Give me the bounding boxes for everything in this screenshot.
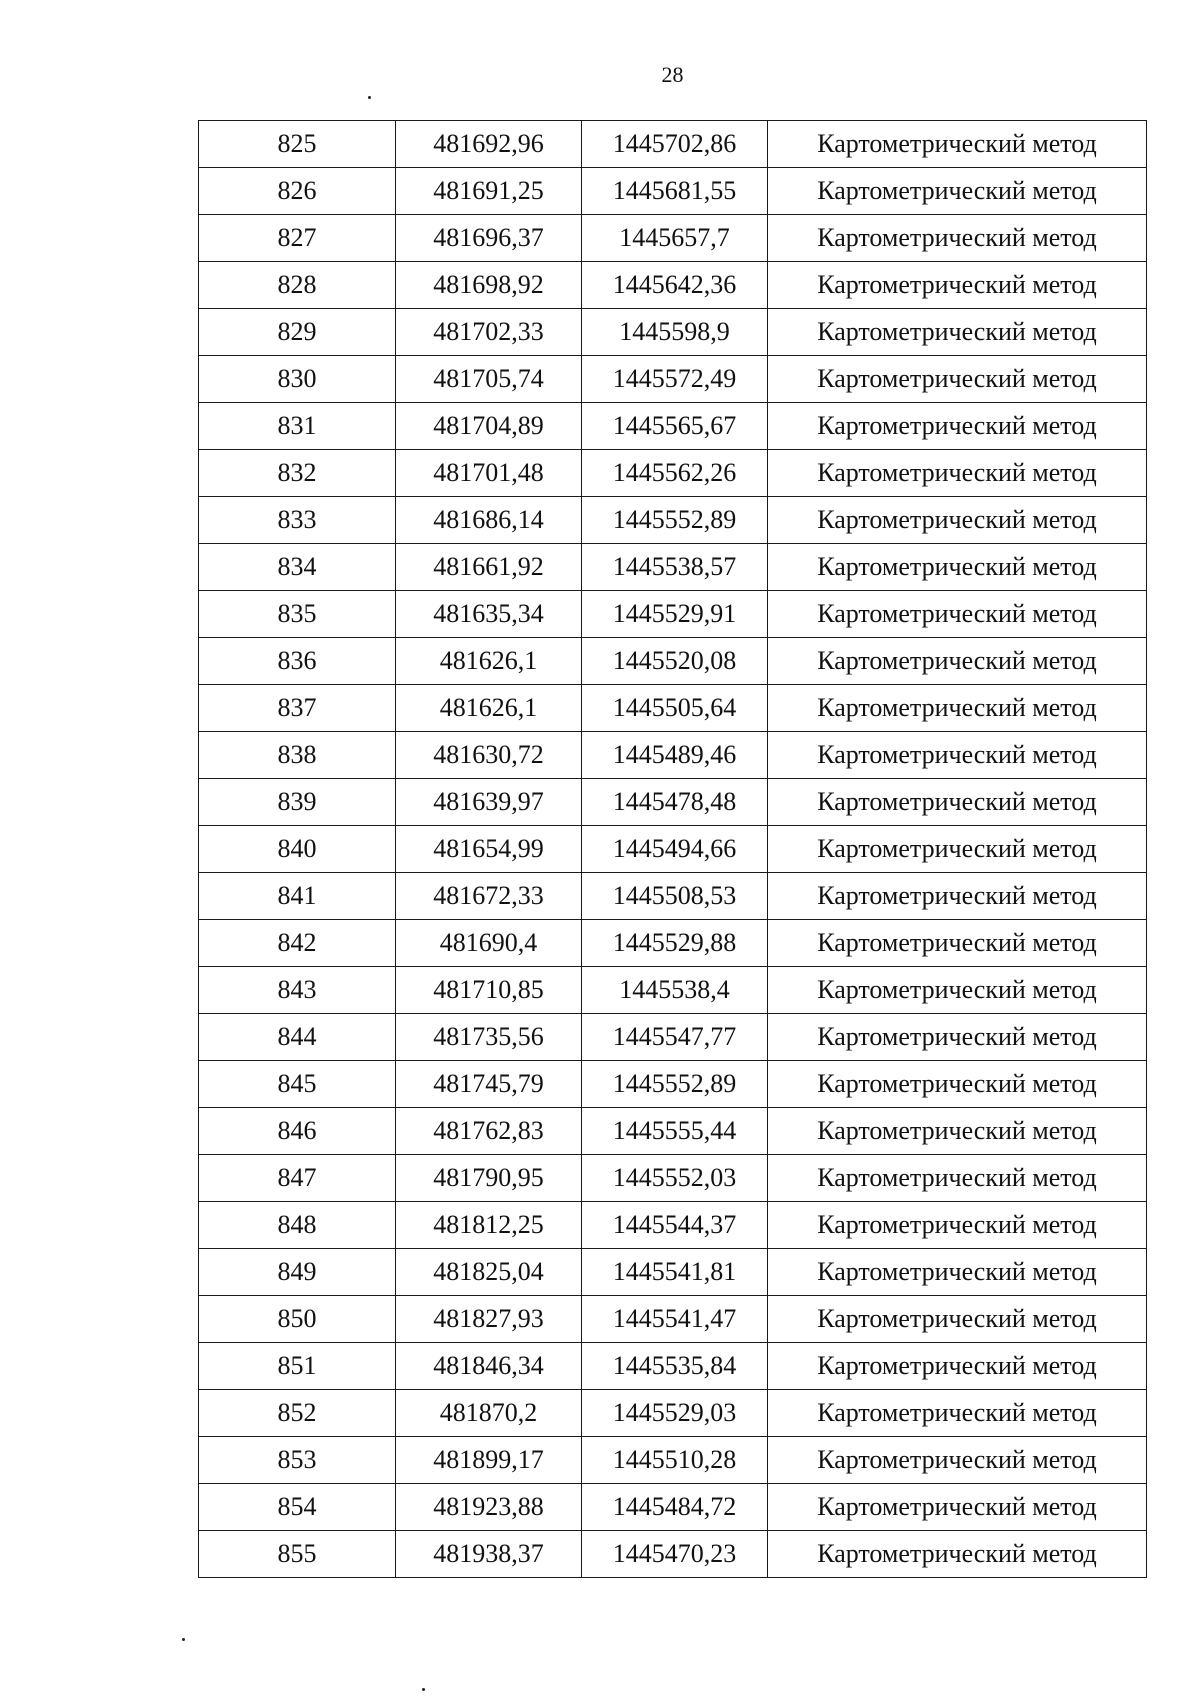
- x-coordinate-cell: 481870,2: [396, 1390, 582, 1437]
- method-cell: Картометрический метод: [768, 544, 1147, 591]
- coordinates-table: [198, 120, 1147, 1578]
- table-row: [199, 1390, 1147, 1437]
- y-coordinate-cell: 1445494,66: [582, 826, 768, 873]
- y-coordinate-cell: 1445510,28: [582, 1437, 768, 1484]
- x-coordinate-cell: 481745,79: [396, 1061, 582, 1108]
- point-number-cell: 831: [199, 403, 396, 450]
- x-coordinate-cell: 481710,85: [396, 967, 582, 1014]
- table-row: [199, 638, 1147, 685]
- method-cell: Картометрический метод: [768, 638, 1147, 685]
- point-number-cell: 830: [199, 356, 396, 403]
- x-coordinate-cell: 481661,92: [396, 544, 582, 591]
- method-cell: Картометрический метод: [768, 1531, 1147, 1578]
- y-coordinate-cell: 1445562,26: [582, 450, 768, 497]
- method-cell: Картометрический метод: [768, 1014, 1147, 1061]
- table-row: [199, 873, 1147, 920]
- method-cell: Картометрический метод: [768, 920, 1147, 967]
- x-coordinate-cell: 481696,37: [396, 215, 582, 262]
- table-row: [199, 262, 1147, 309]
- table-row: [199, 450, 1147, 497]
- table-row: [199, 1531, 1147, 1578]
- y-coordinate-cell: 1445529,91: [582, 591, 768, 638]
- method-cell: Картометрический метод: [768, 1390, 1147, 1437]
- point-number-cell: 835: [199, 591, 396, 638]
- x-coordinate-cell: 481690,4: [396, 920, 582, 967]
- method-cell: Картометрический метод: [768, 403, 1147, 450]
- table-row: [199, 1061, 1147, 1108]
- table-row: [199, 403, 1147, 450]
- table-row: [199, 591, 1147, 638]
- point-number-cell: 834: [199, 544, 396, 591]
- x-coordinate-cell: 481705,74: [396, 356, 582, 403]
- y-coordinate-cell: 1445681,55: [582, 168, 768, 215]
- table-row: [199, 1484, 1147, 1531]
- table-row: [199, 168, 1147, 215]
- y-coordinate-cell: 1445535,84: [582, 1343, 768, 1390]
- method-cell: Картометрический метод: [768, 1484, 1147, 1531]
- point-number-cell: 854: [199, 1484, 396, 1531]
- method-cell: Картометрический метод: [768, 121, 1147, 168]
- y-coordinate-cell: 1445598,9: [582, 309, 768, 356]
- method-cell: Картометрический метод: [768, 168, 1147, 215]
- y-coordinate-cell: 1445505,64: [582, 685, 768, 732]
- point-number-cell: 825: [199, 121, 396, 168]
- point-number-cell: 842: [199, 920, 396, 967]
- y-coordinate-cell: 1445657,7: [582, 215, 768, 262]
- method-cell: Картометрический метод: [768, 1155, 1147, 1202]
- y-coordinate-cell: 1445541,47: [582, 1296, 768, 1343]
- table-row: [199, 1437, 1147, 1484]
- y-coordinate-cell: 1445478,48: [582, 779, 768, 826]
- point-number-cell: 844: [199, 1014, 396, 1061]
- coordinates-table-body: [199, 121, 1147, 1578]
- table-row: [199, 1343, 1147, 1390]
- page-number: 28: [661, 62, 684, 87]
- point-number-cell: 841: [199, 873, 396, 920]
- x-coordinate-cell: 481827,93: [396, 1296, 582, 1343]
- point-number-cell: 840: [199, 826, 396, 873]
- table-row: [199, 1155, 1147, 1202]
- method-cell: Картометрический метод: [768, 873, 1147, 920]
- table-row: [199, 732, 1147, 779]
- point-number-cell: 848: [199, 1202, 396, 1249]
- x-coordinate-cell: 481691,25: [396, 168, 582, 215]
- point-number-cell: 832: [199, 450, 396, 497]
- scan-speck: [368, 96, 371, 99]
- table-row: [199, 497, 1147, 544]
- y-coordinate-cell: 1445552,89: [582, 497, 768, 544]
- method-cell: Картометрический метод: [768, 685, 1147, 732]
- x-coordinate-cell: 481702,33: [396, 309, 582, 356]
- table-row: [199, 544, 1147, 591]
- table-row: [199, 1108, 1147, 1155]
- method-cell: Картометрический метод: [768, 1108, 1147, 1155]
- table-row: [199, 826, 1147, 873]
- method-cell: Картометрический метод: [768, 1061, 1147, 1108]
- point-number-cell: 852: [199, 1390, 396, 1437]
- point-number-cell: 853: [199, 1437, 396, 1484]
- y-coordinate-cell: 1445555,44: [582, 1108, 768, 1155]
- point-number-cell: 827: [199, 215, 396, 262]
- x-coordinate-cell: 481762,83: [396, 1108, 582, 1155]
- y-coordinate-cell: 1445489,46: [582, 732, 768, 779]
- x-coordinate-cell: 481635,34: [396, 591, 582, 638]
- table-row: [199, 1014, 1147, 1061]
- y-coordinate-cell: 1445565,67: [582, 403, 768, 450]
- method-cell: Картометрический метод: [768, 356, 1147, 403]
- table-row: [199, 356, 1147, 403]
- x-coordinate-cell: 481704,89: [396, 403, 582, 450]
- y-coordinate-cell: 1445552,03: [582, 1155, 768, 1202]
- x-coordinate-cell: 481701,48: [396, 450, 582, 497]
- table-row: [199, 309, 1147, 356]
- x-coordinate-cell: 481692,96: [396, 121, 582, 168]
- x-coordinate-cell: 481626,1: [396, 638, 582, 685]
- method-cell: Картометрический метод: [768, 1249, 1147, 1296]
- point-number-cell: 849: [199, 1249, 396, 1296]
- y-coordinate-cell: 1445642,36: [582, 262, 768, 309]
- method-cell: Картометрический метод: [768, 262, 1147, 309]
- y-coordinate-cell: 1445529,03: [582, 1390, 768, 1437]
- x-coordinate-cell: 481654,99: [396, 826, 582, 873]
- method-cell: Картометрический метод: [768, 1437, 1147, 1484]
- table-row: [199, 920, 1147, 967]
- point-number-cell: 836: [199, 638, 396, 685]
- y-coordinate-cell: 1445538,57: [582, 544, 768, 591]
- y-coordinate-cell: 1445552,89: [582, 1061, 768, 1108]
- table-row: [199, 1249, 1147, 1296]
- method-cell: Картометрический метод: [768, 732, 1147, 779]
- x-coordinate-cell: 481899,17: [396, 1437, 582, 1484]
- point-number-cell: 843: [199, 967, 396, 1014]
- table-row: [199, 685, 1147, 732]
- method-cell: Картометрический метод: [768, 309, 1147, 356]
- point-number-cell: 829: [199, 309, 396, 356]
- point-number-cell: 845: [199, 1061, 396, 1108]
- table-row: [199, 967, 1147, 1014]
- point-number-cell: 837: [199, 685, 396, 732]
- y-coordinate-cell: 1445484,72: [582, 1484, 768, 1531]
- point-number-cell: 846: [199, 1108, 396, 1155]
- x-coordinate-cell: 481626,1: [396, 685, 582, 732]
- table-row: [199, 779, 1147, 826]
- method-cell: Картометрический метод: [768, 215, 1147, 262]
- x-coordinate-cell: 481639,97: [396, 779, 582, 826]
- table-row: [199, 1296, 1147, 1343]
- point-number-cell: 851: [199, 1343, 396, 1390]
- x-coordinate-cell: 481938,37: [396, 1531, 582, 1578]
- x-coordinate-cell: 481846,34: [396, 1343, 582, 1390]
- y-coordinate-cell: 1445572,49: [582, 356, 768, 403]
- method-cell: Картометрический метод: [768, 450, 1147, 497]
- point-number-cell: 826: [199, 168, 396, 215]
- method-cell: Картометрический метод: [768, 497, 1147, 544]
- x-coordinate-cell: 481923,88: [396, 1484, 582, 1531]
- y-coordinate-cell: 1445470,23: [582, 1531, 768, 1578]
- point-number-cell: 839: [199, 779, 396, 826]
- table-row: [199, 121, 1147, 168]
- point-number-cell: 833: [199, 497, 396, 544]
- x-coordinate-cell: 481812,25: [396, 1202, 582, 1249]
- method-cell: Картометрический метод: [768, 967, 1147, 1014]
- x-coordinate-cell: 481672,33: [396, 873, 582, 920]
- table-row: [199, 215, 1147, 262]
- table-row: [199, 1202, 1147, 1249]
- x-coordinate-cell: 481790,95: [396, 1155, 582, 1202]
- method-cell: Картометрический метод: [768, 779, 1147, 826]
- method-cell: Картометрический метод: [768, 591, 1147, 638]
- method-cell: Картометрический метод: [768, 1202, 1147, 1249]
- point-number-cell: 847: [199, 1155, 396, 1202]
- scan-speck: [422, 1688, 425, 1691]
- x-coordinate-cell: 481698,92: [396, 262, 582, 309]
- x-coordinate-cell: 481630,72: [396, 732, 582, 779]
- point-number-cell: 855: [199, 1531, 396, 1578]
- x-coordinate-cell: 481686,14: [396, 497, 582, 544]
- y-coordinate-cell: 1445520,08: [582, 638, 768, 685]
- y-coordinate-cell: 1445547,77: [582, 1014, 768, 1061]
- point-number-cell: 828: [199, 262, 396, 309]
- scan-speck: [182, 1638, 185, 1641]
- y-coordinate-cell: 1445702,86: [582, 121, 768, 168]
- point-number-cell: 850: [199, 1296, 396, 1343]
- method-cell: Картометрический метод: [768, 1343, 1147, 1390]
- y-coordinate-cell: 1445529,88: [582, 920, 768, 967]
- y-coordinate-cell: 1445544,37: [582, 1202, 768, 1249]
- y-coordinate-cell: 1445508,53: [582, 873, 768, 920]
- x-coordinate-cell: 481735,56: [396, 1014, 582, 1061]
- x-coordinate-cell: 481825,04: [396, 1249, 582, 1296]
- method-cell: Картометрический метод: [768, 826, 1147, 873]
- y-coordinate-cell: 1445541,81: [582, 1249, 768, 1296]
- y-coordinate-cell: 1445538,4: [582, 967, 768, 1014]
- point-number-cell: 838: [199, 732, 396, 779]
- method-cell: Картометрический метод: [768, 1296, 1147, 1343]
